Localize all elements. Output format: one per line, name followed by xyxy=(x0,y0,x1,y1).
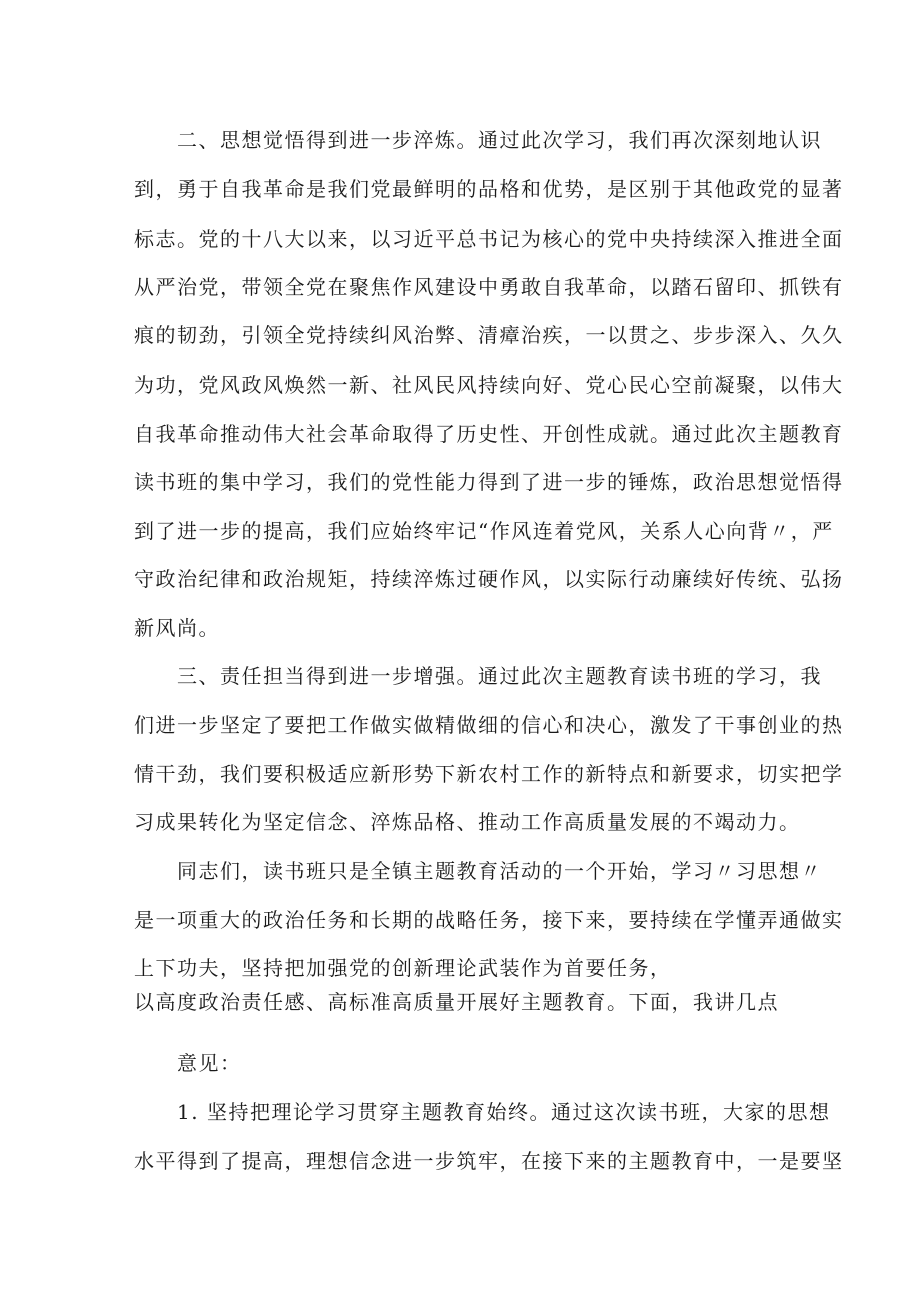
paragraph-2-line-4: 从严治党，带领全党在聚焦作风建设中勇敢自我革命，以踏石留印、抓铁有 xyxy=(134,275,844,299)
paragraph-5-line-1: 意见： xyxy=(177,1051,242,1075)
paragraph-2-line-5: 痕的韧劲，引领全党持续纠风治弊、清瘴治疾，一以贯之、步步深入、久久 xyxy=(134,323,844,347)
paragraph-4-line-1: 同志们，读书班只是全镇主题教育活动的一个开始，学习〃习思想〃 xyxy=(177,859,822,883)
paragraph-2-line-11: 新风尚。 xyxy=(134,616,220,640)
paragraph-2-line-1: 二、思想觉悟得到进一步淬炼。通过此次学习，我们再次深刻地认识 xyxy=(177,128,822,152)
paragraph-6-line-2: 水平得到了提高，理想信念进一步筑牢，在接下来的主题教育中，一是要坚 xyxy=(134,1149,844,1173)
paragraph-3-line-3: 情干劲，我们要积极适应新形势下新农村工作的新特点和新要求，切实把学 xyxy=(134,762,844,786)
paragraph-2-line-10: 守政治纪律和政治规矩，持续淬炼过硬作风，以实际行动廉续好传统、弘扬 xyxy=(134,567,844,591)
paragraph-4-line-4: 以高度政治责任感、高标准高质量开展好主题教育。下面，我讲几点 xyxy=(134,990,779,1014)
paragraph-2-line-9: 到了进一步的提高，我们应始终牢记“作风连着党风，关系人心向背〃，严 xyxy=(134,519,834,543)
paragraph-4-line-3: 上下功夫，坚持把加强党的创新理论武装作为首要任务， xyxy=(134,956,672,980)
paragraph-6-line-1: 1. 坚持把理论学习贯穿主题教育始终。通过这次读书班，大家的思想 xyxy=(177,1100,831,1124)
paragraph-2-line-2: 到，勇于自我革命是我们党最鲜明的品格和优势，是区别于其他政党的显著 xyxy=(134,177,844,201)
paragraph-2-line-3: 标志。党的十八大以来，以习近平总书记为核心的党中央持续深入推进全面 xyxy=(134,227,844,251)
paragraph-2-line-8: 读书班的集中学习，我们的党性能力得到了进一步的锤炼，政治思想觉悟得 xyxy=(134,470,844,494)
paragraph-3-line-1: 三、责任担当得到进一步增强。通过此次主题教育读书班的学习，我 xyxy=(177,664,822,688)
paragraph-2-line-6: 为功，党风政风焕然一新、社风民风持续向好、党心民心空前凝聚，以伟大 xyxy=(134,373,844,397)
paragraph-2-line-7: 自我革命推动伟大社会革命取得了历史性、开创性成就。通过此次主题教育 xyxy=(134,422,844,446)
paragraph-3-line-2: 们进一步坚定了要把工作做实做精做细的信心和决心，激发了干事创业的热 xyxy=(134,713,844,737)
paragraph-3-line-4: 习成果转化为坚定信念、淬炼品格、推动工作高质量发展的不竭动力。 xyxy=(134,810,801,834)
paragraph-4-line-2: 是一项重大的政治任务和长期的战略任务，接下来，要持续在学懂弄通做实 xyxy=(134,908,844,932)
